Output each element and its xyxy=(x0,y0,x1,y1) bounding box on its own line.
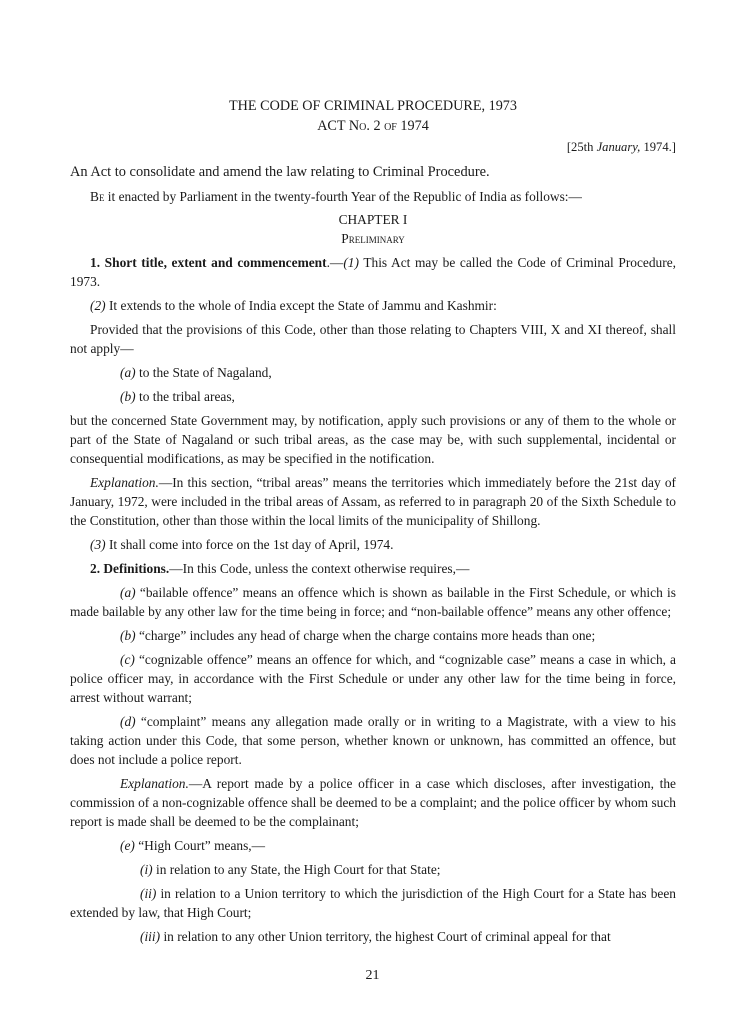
definition-e: (e) “High Court” means,— xyxy=(120,838,266,853)
definition-e-iii: (iii) in relation to any other Union territory, the highest Court of criminal appeal for that xyxy=(140,929,611,944)
chapter-name: Preliminary xyxy=(341,231,405,246)
page-content xyxy=(70,96,676,946)
section-2: 2. Definitions.—In this Code, unless the context otherwise requires,— xyxy=(90,561,470,576)
definition-e-ii: (ii) in relation to a Union territory to which the jurisdiction of the High Court for a State has been extended by law, that High Court; xyxy=(70,886,676,920)
long-title: An Act to consolidate and amend the law relating to Criminal Procedure. xyxy=(70,164,490,180)
section-1-proviso: Provided that the provisions of this Code, other than those relating to Chapters VIII, X and XI thereof, shall not apply— xyxy=(70,322,676,356)
enacting-formula: Be it enacted by Parliament in the twenty-fourth Year of the Republic of India as follows:— xyxy=(90,189,582,204)
section-1-sub-3: (3) It shall come into force on the 1st day of April, 1974. xyxy=(90,537,394,552)
chapter-label: CHAPTER I xyxy=(338,212,408,227)
enactment-date: [25th January, 1974.] xyxy=(566,140,676,154)
definition-b: (b) “charge” includes any head of charge when the charge contains more heads than one; xyxy=(120,628,596,643)
clause-b-tribal-areas: (b) to the tribal areas, xyxy=(120,389,235,404)
definition-d: (d) “complaint” means any allegation made orally or in writing to a Magistrate, with a view to his taking action under this Code, that some person, whether known or unknown, has committed an offence, but does not include a police report. xyxy=(70,714,676,767)
clause-a-nagaland: (a) to the State of Nagaland, xyxy=(120,365,272,380)
definition-a: (a) “bailable offence” means an offence which is shown as bailable in the First Schedule, or which is made bailable by any other law for the time being in force; and “non-bailable offence” means any other offence; xyxy=(70,585,676,619)
definition-d-explanation: Explanation.—A report made by a police officer in a case which discloses, after investigation, the commission of a non-cognizable offence shall be deemed to be a complaint; and the police officer by whom such report is made shall be deemed to be the complainant; xyxy=(70,776,676,829)
section-1-continuation: but the concerned State Government may, by notification, apply such provisions or any of them to the whole or part of the State of Nagaland or such tribal areas, as the case may be, with such supplemental, incidental or consequential modifications, as may be specified in the notification. xyxy=(70,413,676,466)
act-title: THE CODE OF CRIMINAL PROCEDURE, 1973 xyxy=(229,98,517,114)
page-number: 21 xyxy=(365,968,380,983)
definition-c: (c) “cognizable offence” means an offence for which, and “cognizable case” means a case in which, a police officer may, in accordance with the First Schedule or under any other law for the time being in force, arrest without warrant; xyxy=(70,652,676,705)
section-1-explanation: Explanation.—In this section, “tribal areas” means the territories which immediately before the 21st day of January, 1972, were included in the tribal areas of Assam, as referred to in paragraph 20 of the Sixth Schedule to the Constitution, other than those within the local limits of the municipality of Shillong. xyxy=(70,475,676,528)
section-1: 1. Short title, extent and commencement.—(1) This Act may be called the Code of Criminal Procedure, 1973. xyxy=(70,255,677,289)
definition-e-i: (i) in relation to any State, the High Court for that State; xyxy=(140,862,441,877)
section-1-heading: . Short title, extent and commencement xyxy=(96,255,327,270)
act-number: ACT No. 2 of 1974 xyxy=(317,118,429,134)
section-2-heading: 2. Definitions. xyxy=(90,561,170,576)
section-1-sub-2: (2) It extends to the whole of India except the State of Jammu and Kashmir: xyxy=(90,298,497,313)
